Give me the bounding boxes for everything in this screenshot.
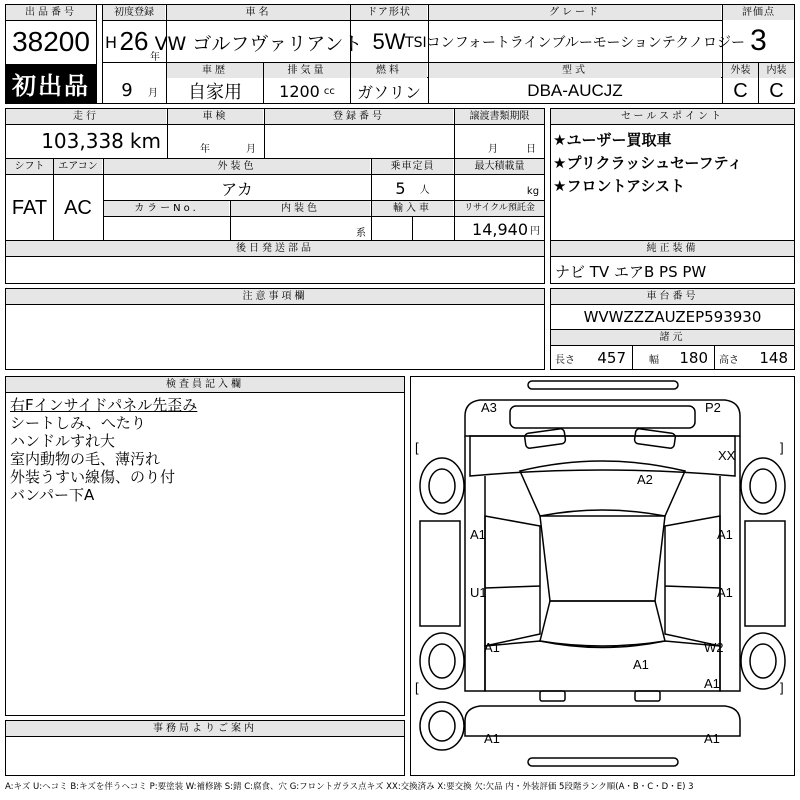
displacement-label: 排気量 (264, 63, 350, 78)
reg-year-unit: 年 (150, 51, 160, 63)
damage-label: A1 (470, 527, 486, 542)
insp-month-unit: 月 (246, 143, 256, 155)
inspection-label: 車検 (168, 109, 263, 124)
damage-label: A1 (484, 731, 500, 746)
int-label: 内装 (759, 63, 794, 78)
model: DBA-AUCJZ (527, 81, 623, 100)
inspector-note: 右Fインサイドパネル先歪み (10, 396, 198, 414)
taillight-right (635, 691, 660, 701)
displacement-value: 1200 (279, 81, 320, 101)
name-label: 車名 (167, 5, 350, 20)
mileage-value: 103,338 (41, 129, 124, 153)
inspector-note: バンパー下A (10, 486, 95, 504)
capacity-value: 5 (395, 178, 406, 198)
person-unit: 人 (419, 184, 430, 196)
taillight-left (540, 691, 565, 701)
recycle-label: リサイクル預託金 (455, 201, 544, 216)
fuel: ガソリン (356, 82, 421, 102)
inspector-label: 検査員記入欄 (6, 377, 404, 392)
colorno-label: カラーNo. (104, 201, 229, 216)
dims-label: 諸元 (551, 330, 794, 345)
damage-label: A1 (704, 731, 720, 746)
reg-label: 初度登録 (103, 5, 165, 20)
rear-bumper (465, 706, 740, 736)
wheel-front-right (741, 458, 785, 514)
ac: AC (64, 196, 92, 219)
damage-label: A1 (633, 657, 649, 672)
door-label: ドア形状 (351, 5, 427, 20)
width (633, 347, 714, 369)
inspector-note: 室内動物の毛、薄汚れ (10, 450, 161, 468)
regno-label: 登録番号 (265, 109, 453, 124)
legend: A:キズ U:ヘコミ B:キズを伴うヘコミ P:要塗装 W:補修跡 S:錆 C:腐食、穴 G:フロントガラス点キズ XX:交換済み X:要交換 欠:欠品 内・外装評価 5段階ランク順(A・B・C・D・E) 3 (5, 782, 694, 792)
damage-label: A1 (717, 527, 733, 542)
doors-left (485, 516, 540, 646)
grade-label: グレード (429, 5, 721, 20)
hood (470, 436, 735, 476)
mileage-label: 走行 (6, 109, 166, 124)
import-label: 輸入車 (372, 201, 453, 216)
width-label: 幅 (649, 354, 659, 366)
inspector-note: ハンドルすれ大 (10, 432, 116, 450)
load-label: 最大積載量 (455, 159, 544, 174)
side-panel-left (420, 521, 460, 626)
sales-point: ★ユーザー買取車 (553, 131, 672, 149)
grade: TSIコンフォートラインブルーモーションテクノロジー (405, 35, 745, 51)
shift-label: シフト (6, 159, 53, 174)
front-grille (510, 406, 695, 428)
reg-era: H (104, 32, 118, 52)
sales-label: セールスポイント (551, 109, 794, 124)
inspector-note: 外装うすい線傷、のり付 (10, 468, 176, 486)
damage-label: XX (718, 448, 736, 463)
color-label: 外装色 (104, 159, 370, 174)
wheel-front-left (420, 458, 464, 514)
damage-label: A1 (704, 676, 720, 691)
model-label: 型式 (429, 63, 721, 78)
width-value: 180 (679, 349, 708, 367)
doc-label: 譲渡書類期限 (455, 109, 544, 124)
bracket: ] (780, 440, 784, 455)
kg-unit: kg (526, 185, 540, 197)
history-label: 車歴 (167, 63, 263, 78)
lot-label: 出品番号 (6, 5, 96, 20)
inspector-note: シートしみ、へたり (10, 414, 146, 432)
damage-label: P2 (705, 400, 721, 415)
yen-unit: 円 (530, 225, 540, 237)
height-value: 148 (759, 349, 788, 367)
recycle (455, 218, 544, 240)
door-type: 5W (372, 29, 406, 54)
displacement (264, 78, 350, 104)
car-diagram (410, 376, 795, 776)
first-listing-badge: 初出品 (6, 64, 96, 103)
damage-label: A2 (637, 472, 653, 487)
doc-month-unit: 月 (488, 143, 498, 155)
bracket: ] (780, 680, 784, 695)
ext-label: 外装 (723, 63, 758, 78)
doc-day-unit: 日 (526, 143, 536, 155)
reg-month: 9 (121, 79, 133, 101)
windshield (520, 461, 685, 516)
damage-label: W2 (704, 640, 724, 655)
spare-wheel-left (420, 702, 464, 750)
reg-year: 26 (119, 25, 149, 56)
sales-point: ★プリクラッシュセーフティ (553, 154, 743, 172)
roof (540, 516, 665, 601)
wheel-rear-right (741, 633, 785, 689)
history: 自家用 (188, 82, 242, 103)
mileage (20, 126, 165, 156)
headlight-left (524, 428, 566, 448)
doors-right (665, 516, 720, 646)
damage-label: U1 (470, 585, 487, 600)
damage-label: A1 (484, 640, 500, 655)
later-parts-label: 後日発送部品 (6, 241, 544, 256)
side-panel-right (745, 521, 785, 626)
kei-unit: 系 (356, 227, 366, 239)
km-unit: km (129, 129, 161, 153)
rear-bumper-bottom (528, 758, 678, 766)
reg-month-unit: 月 (148, 87, 158, 99)
capacity (372, 176, 453, 200)
sales-point: ★フロントアシスト (553, 177, 685, 195)
equipment-text: ナビ TV エアB PS PW (555, 263, 707, 281)
insp-year-unit: 年 (200, 143, 210, 155)
bracket: [ (415, 680, 419, 695)
capacity-label: 乗車定員 (372, 159, 453, 174)
cc-unit: cc (323, 85, 335, 97)
length-label: 長さ (555, 354, 575, 366)
damage-label: A3 (481, 400, 497, 415)
interior-label: 内装色 (231, 201, 370, 216)
car-name: VW ゴルフヴァリアント (154, 32, 363, 55)
lot-number: 38200 (12, 26, 90, 57)
score-label: 評価点 (723, 5, 794, 20)
front-bumper-top (528, 381, 678, 389)
headlight-right (634, 428, 676, 448)
chassis-label: 車台番号 (551, 289, 794, 304)
rear-window (540, 601, 665, 646)
score: 3 (750, 24, 767, 57)
ac-label: エアコン (54, 159, 102, 174)
length (551, 347, 632, 369)
rear-panel (485, 641, 720, 691)
equipment-label: 純正装備 (551, 241, 794, 256)
color: アカ (221, 179, 253, 199)
recycle-value: 14,940 (472, 219, 528, 239)
wheel-rear-left (420, 633, 464, 689)
height-label: 高さ (719, 354, 739, 366)
height (715, 347, 794, 369)
int-grade: C (769, 79, 784, 102)
shift: FAT (11, 196, 48, 219)
bracket: [ (415, 440, 419, 455)
chassis-number: WVWZZZAUZEP593930 (583, 308, 762, 326)
length-value: 457 (597, 349, 626, 367)
office-label: 事務局よりご案内 (6, 721, 404, 736)
fuel-label: 燃料 (351, 63, 427, 78)
notes-label: 注意事項欄 (6, 289, 544, 304)
ext-grade: C (733, 79, 748, 102)
damage-label: A1 (717, 585, 733, 600)
